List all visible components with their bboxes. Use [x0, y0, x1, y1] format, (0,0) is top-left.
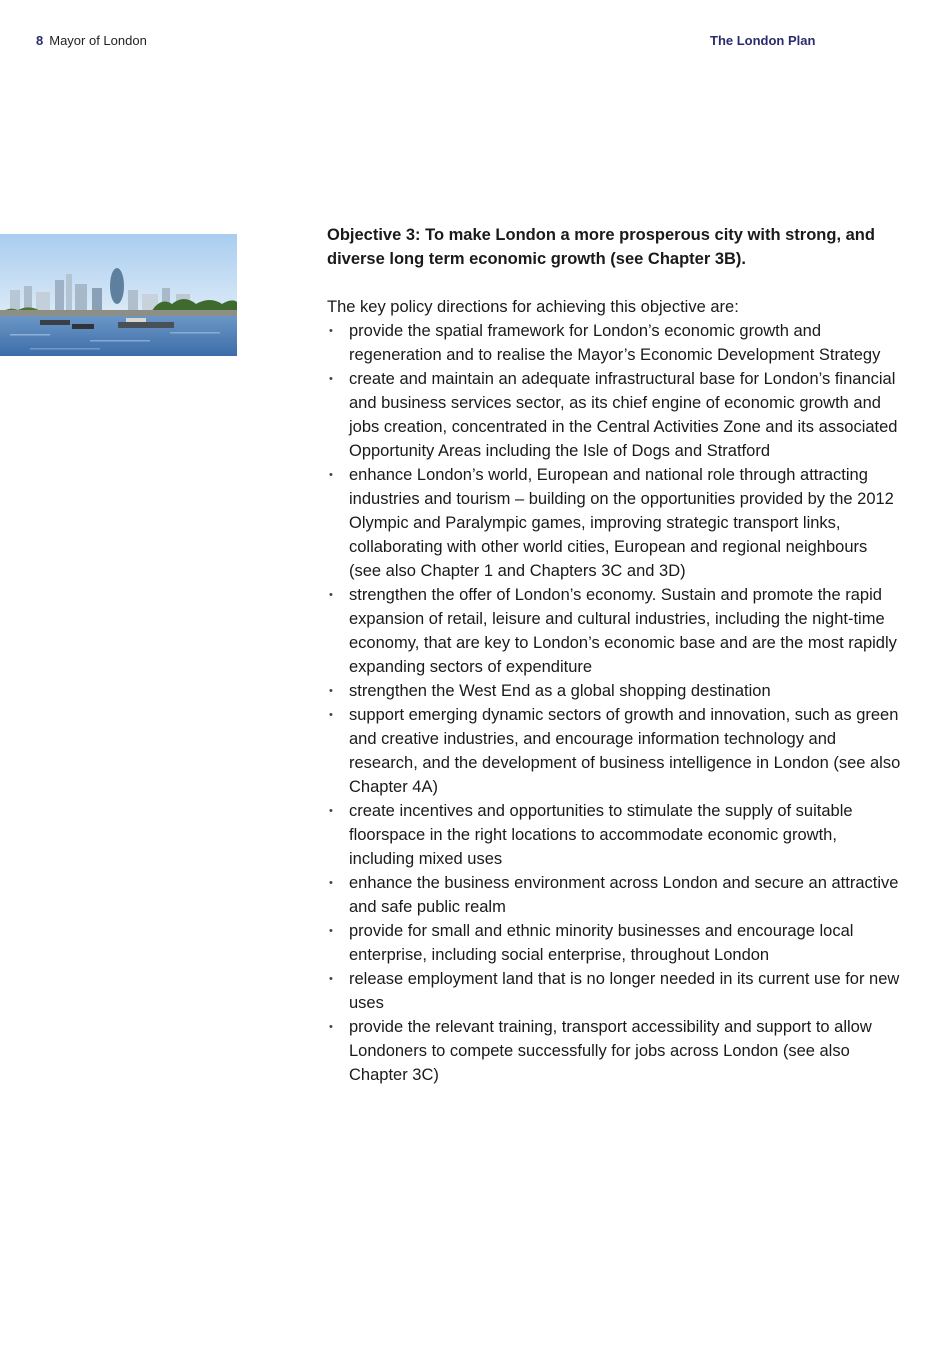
- policy-item: • release employment land that is no longer needed in its current use for new uses: [327, 967, 902, 1015]
- objective-intro: The key policy directions for achieving this objective are:: [327, 298, 739, 316]
- policy-item: • enhance the business environment across London and secure an attractive and safe public realm: [327, 871, 902, 919]
- objective-section: [327, 223, 902, 1087]
- policy-item: • provide the relevant training, transport accessibility and support to allow Londoners to compete successfully for jobs across London (see also Chapter 3C): [327, 1015, 902, 1087]
- page-number: 8: [36, 33, 44, 48]
- london-skyline-photo: [0, 234, 237, 356]
- policy-item: • strengthen the West End as a global shopping destination: [327, 679, 902, 703]
- skyline-photo-illustration: [0, 234, 237, 356]
- policy-item: • provide for small and ethnic minority businesses and encourage local enterprise, including social enterprise, throughout London: [327, 919, 902, 967]
- objective-title: Objective 3: To make London a more prosperous city with strong, and diverse long term economic growth (see Chapter 3B).: [327, 226, 875, 268]
- document-title: The London Plan: [710, 33, 816, 48]
- page-header-left: [36, 33, 147, 48]
- policy-item: • create and maintain an adequate infrastructural base for London’s financial and business services sector, as its chief engine of economic growth and jobs creation, concentrated in the Central Activities Zone and its associated Opportunity Areas including the Isle of Dogs and Stratford: [327, 367, 902, 463]
- policy-item: • provide the spatial framework for London’s economic growth and regeneration and to realise the Mayor’s Economic Development Strategy: [327, 319, 902, 367]
- policy-item: • create incentives and opportunities to stimulate the supply of suitable floorspace in the right locations to accommodate economic growth, including mixed uses: [327, 799, 902, 871]
- publisher-name: Mayor of London: [49, 33, 147, 48]
- policy-item: • support emerging dynamic sectors of growth and innovation, such as green and creative industries, and encourage information technology and research, and the development of business intelligence in London (see also Chapter 4A): [327, 703, 902, 799]
- policy-item: • strengthen the offer of London’s economy. Sustain and promote the rapid expansion of retail, leisure and cultural industries, including the night-time economy, that are key to London’s economic base and are the most rapidly expanding sectors of expenditure: [327, 583, 902, 679]
- policy-list: [327, 319, 902, 1087]
- policy-item: • enhance London’s world, European and national role through attracting industries and tourism – building on the opportunities provided by the 2012 Olympic and Paralympic games, improving strategic transport links, collaborating with other world cities, European and regional neighbours (see also Chapter 1 and Chapters 3C and 3D): [327, 463, 902, 583]
